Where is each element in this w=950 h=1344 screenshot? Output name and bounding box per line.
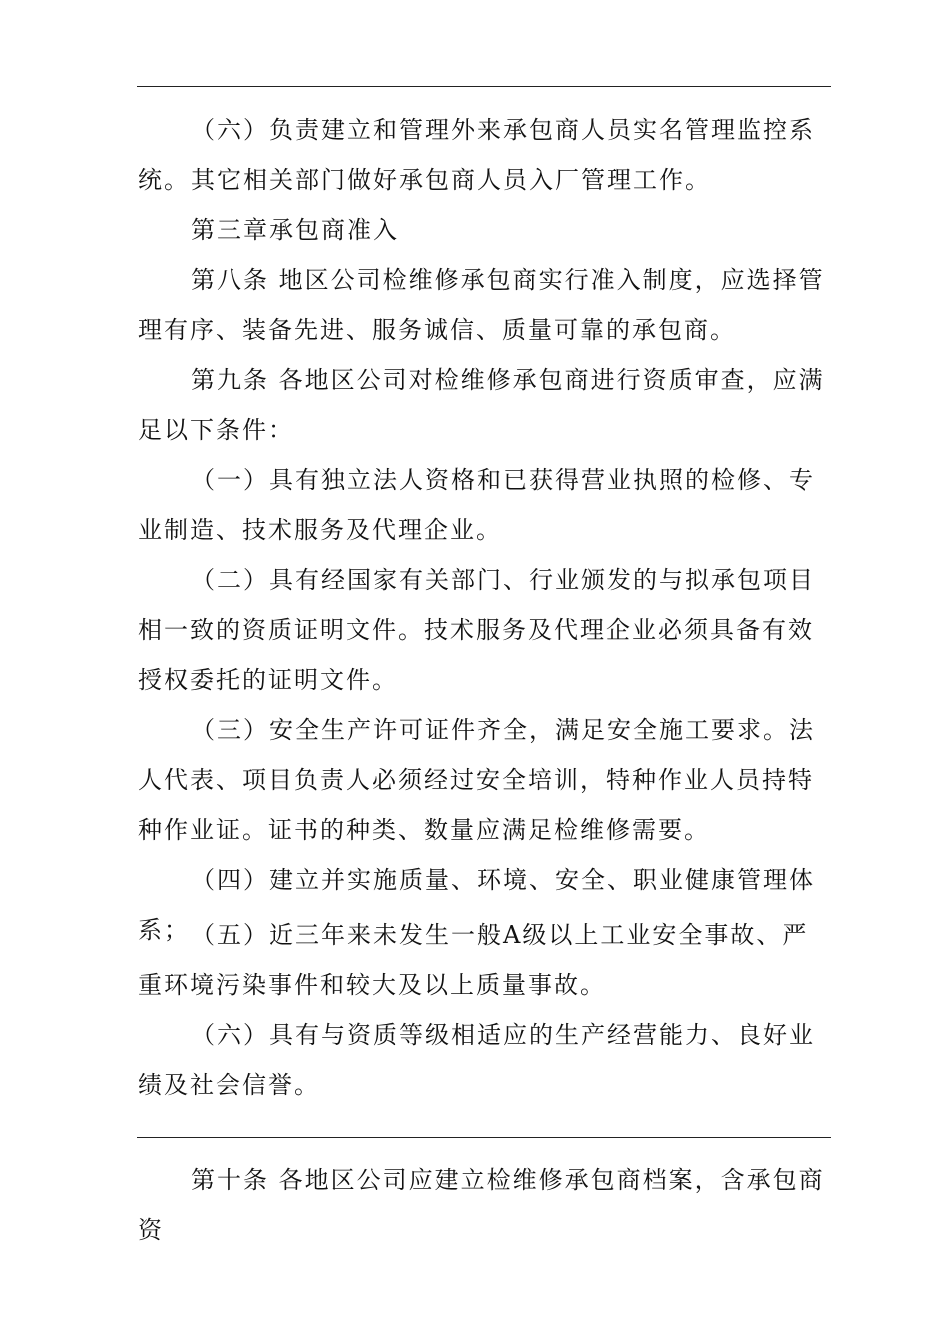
condition-1: （一）具有独立法人资格和已获得营业执照的检修、专业制造、技术服务及代理企业。 — [138, 466, 815, 544]
article-10-start: 第十条 各地区公司应建立检维修承包商档案，含承包商资 — [138, 1166, 825, 1244]
chapter-heading: 第三章承包商准入 — [191, 216, 399, 244]
article-9: 第九条 各地区公司对检维修承包商进行资质审查，应满足以下条件： — [138, 366, 825, 444]
header-rule — [137, 86, 831, 87]
condition-5: （五）近三年来未发生一般A级以上工业安全事故、严重环境污染事件和较大及以上质量事故。 — [138, 921, 809, 999]
footer-rule — [137, 1137, 831, 1138]
condition-3: （三）安全生产许可证件齐全，满足安全施工要求。法人代表、项目负责人必须经过安全培训，特种作业人员持特种作业证。证书的种类、数量应满足检维修需要。 — [138, 716, 815, 844]
condition-4: （四）建立并实施质量、环境、安全、职业健康管理体系； — [138, 866, 815, 944]
paragraph-2: 其它相关部门做好承包商人员入厂管理工作。 — [191, 166, 711, 194]
article-8: 第八条 地区公司检维修承包商实行准入制度，应选择管理有序、装备先进、服务诚信、质量可靠的承包商。 — [138, 266, 825, 344]
condition-6: （六）具有与资质等级相适应的生产经营能力、良好业绩及社会信誉。 — [138, 1021, 815, 1099]
paragraph-1: （六）负责建立和管理外来承包商人员实名管理监控系统。 — [138, 116, 815, 194]
condition-2: （二）具有经国家有关部门、行业颁发的与拟承包项目相一致的资质证明文件。技术服务及代理企业必须具备有效授权委托的证明文件。 — [138, 566, 815, 694]
